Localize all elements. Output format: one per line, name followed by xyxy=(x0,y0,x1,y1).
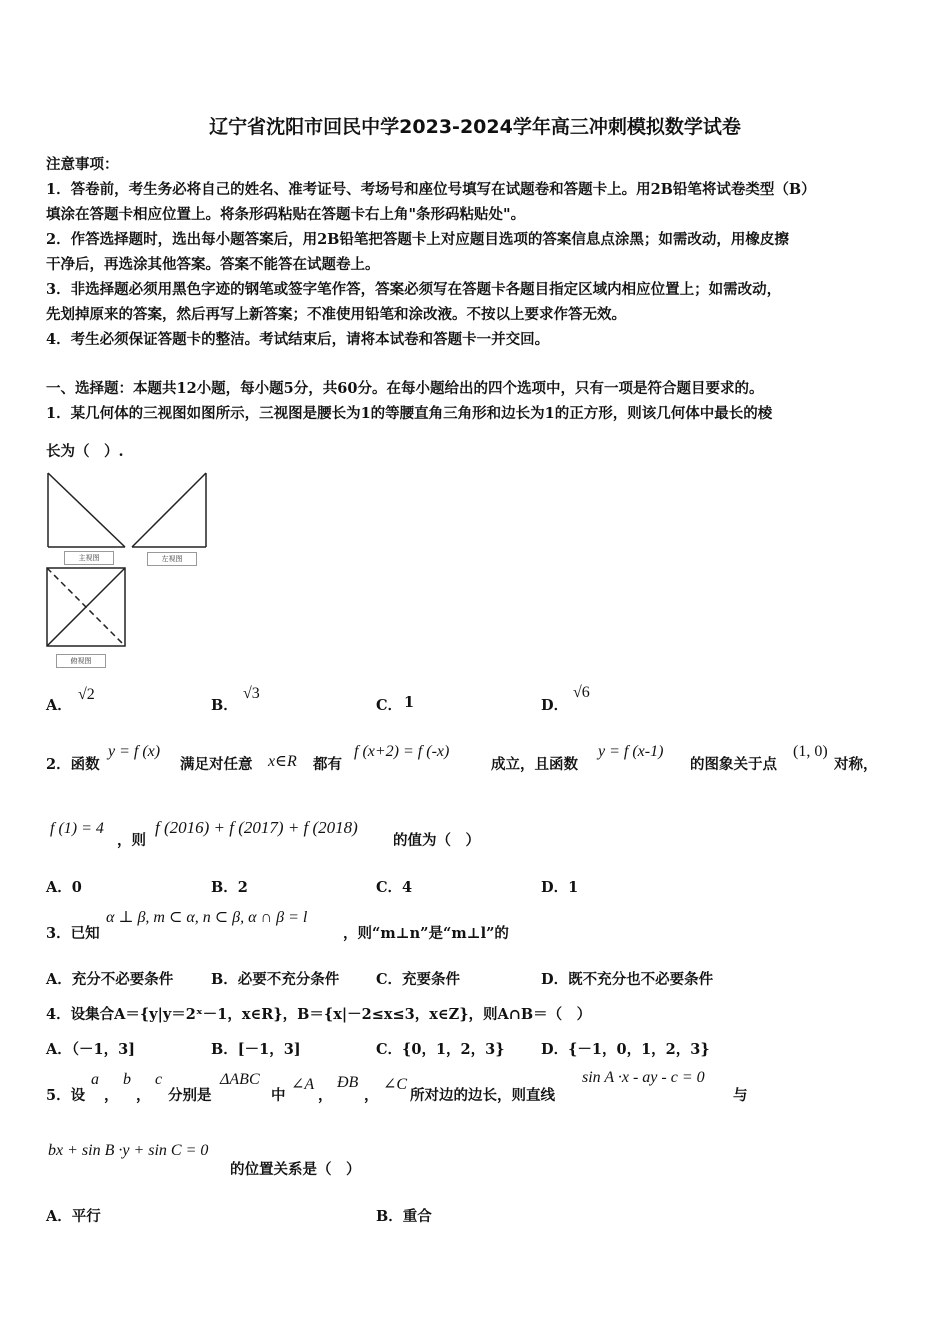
q2-text: 成立，且函数 xyxy=(491,756,578,773)
q5-math: ΔABC xyxy=(220,1071,260,1088)
side-view-triangle xyxy=(132,473,206,547)
q3-option-b[interactable]: B．必要不充分条件 xyxy=(211,971,340,988)
page-title: 辽宁省沈阳市回民中学2023-2024学年高三冲刺模拟数学试卷 xyxy=(209,116,741,138)
notice-line: 干净后，再选涂其他答案。答案不能答在试题卷上。 xyxy=(46,256,380,273)
notice-line: 先划掉原来的答案，然后再写上新答案；不准使用铅笔和涂改液。不按以上要求作答无效。 xyxy=(46,306,626,323)
q1-option-a[interactable]: √2 xyxy=(78,686,95,703)
q5-option-b[interactable]: B．重合 xyxy=(376,1208,432,1225)
q1-option-b[interactable]: √3 xyxy=(243,685,260,702)
q1-stem: 1．某几何体的三视图如图所示，三视图是腰长为1的等腰直角三角形和边长为1的正方形，则该几何体中最长的棱 xyxy=(46,405,773,422)
q2-text: 的图象关于点 xyxy=(690,756,777,773)
q2-math: x∈R xyxy=(268,753,297,770)
q5-text: ， xyxy=(136,1087,151,1104)
q5-text: 中 xyxy=(271,1087,286,1104)
q1-option-a-label: A． xyxy=(46,697,72,714)
q3-text: 3．已知 xyxy=(46,925,100,942)
q2-text: 都有 xyxy=(313,756,342,773)
q2-math: y = f (x) xyxy=(108,743,161,760)
q3-option-d[interactable]: D．既不充分也不必要条件 xyxy=(541,971,714,988)
q1-option-c[interactable]: 1 xyxy=(404,694,415,711)
q2-math: (1, 0) xyxy=(793,743,828,760)
q1-option-c-label: C． xyxy=(376,697,403,714)
notice-heading: 注意事项： xyxy=(46,156,119,173)
q1-option-d[interactable]: √6 xyxy=(573,684,590,701)
q5-math: c xyxy=(155,1071,163,1088)
q2-math: y = f (x-1) xyxy=(598,743,664,760)
q5-text: 与 xyxy=(733,1087,748,1104)
notice-line: 1．答卷前，考生务必将自己的姓名、准考证号、考场号和座位号填写在试题卷和答题卡上。用2B铅笔将试卷类型（B） xyxy=(46,181,816,198)
q5-text: 分别是 xyxy=(168,1087,212,1104)
q4-option-c[interactable]: C．{0，1，2，3} xyxy=(376,1041,505,1058)
q5-text: 5．设 xyxy=(46,1087,86,1104)
q5-math: sin A ·x - ay - c = 0 xyxy=(582,1069,705,1086)
q5-math: ÐB xyxy=(337,1074,359,1091)
q5-text: ， xyxy=(318,1087,333,1104)
q2-math: f (2016) + f (2017) + f (2018) xyxy=(155,818,358,837)
q2-option-a[interactable]: A．0 xyxy=(46,879,82,896)
front-view-label: 主视图 xyxy=(64,551,114,565)
q4-stem: 4．设集合A＝{y|y＝2ˣ－1，x∈R}，B＝{x|－2≤x≤3，x∈Z}，则A∩B＝（ ） xyxy=(46,1006,592,1023)
notice-line: 4．考生必须保证答题卡的整洁。考试结束后，请将本试卷和答题卡一并交回。 xyxy=(46,331,550,348)
q2-option-b[interactable]: B．2 xyxy=(211,879,248,896)
top-view-square xyxy=(47,568,125,646)
q5-math: ∠A xyxy=(291,1076,315,1093)
q2-option-d[interactable]: D．1 xyxy=(541,879,579,896)
q2-text: 对称， xyxy=(834,756,878,773)
section-heading: 一、选择题：本题共12小题，每小题5分，共60分。在每小题给出的四个选项中，只有一项是符合题目要求的。 xyxy=(46,380,764,397)
q4-option-a[interactable]: A．（－1，3] xyxy=(46,1041,136,1058)
q5-math: b xyxy=(123,1071,131,1088)
q2-text: 的值为（ ） xyxy=(393,832,480,849)
q2-text: ，则 xyxy=(117,832,146,849)
notice-line: 2．作答选择题时，选出每小题答案后，用2B铅笔把答题卡上对应题目选项的答案信息点涂黑；如需改动，用橡皮擦 xyxy=(46,231,789,248)
q3-option-a[interactable]: A．充分不必要条件 xyxy=(46,971,174,988)
three-view-figure xyxy=(40,465,220,675)
q3-text: ，则“m⊥n”是“m⊥l”的 xyxy=(343,925,509,942)
q3-option-c[interactable]: C．充要条件 xyxy=(376,971,461,988)
q5-math: a xyxy=(91,1071,99,1088)
q5-math: bx + sin B ·y + sin C = 0 xyxy=(48,1142,209,1159)
front-view-triangle xyxy=(48,473,125,547)
top-view-label: 俯视图 xyxy=(56,654,106,668)
q5-math: ∠C xyxy=(383,1076,408,1093)
q4-option-b[interactable]: B．[－1，3] xyxy=(211,1041,301,1058)
q1-stem-cont: 长为（ ）. xyxy=(46,443,124,460)
side-view-label: 左视图 xyxy=(147,552,197,566)
q5-option-a[interactable]: A．平行 xyxy=(46,1208,101,1225)
q4-option-d[interactable]: D．{－1，0，1，2，3} xyxy=(541,1041,710,1058)
q3-math: α ⊥ β, m ⊂ α, n ⊂ β, α ∩ β = l xyxy=(106,909,308,926)
notice-line: 3．非选择题必须用黑色字迹的钢笔或签字笔作答，答案必须写在答题卡各题目指定区域内相应位置上；如需改动， xyxy=(46,281,782,298)
q5-text: 所对边的边长，则直线 xyxy=(410,1087,555,1104)
q1-option-b-label: B． xyxy=(211,697,238,714)
q2-text: 满足对任意 xyxy=(180,756,253,773)
q5-text: ， xyxy=(364,1087,379,1104)
q5-text: 的位置关系是（ ） xyxy=(230,1161,361,1178)
q2-math: f (x+2) = f (-x) xyxy=(354,743,450,760)
q2-option-c[interactable]: C．4 xyxy=(376,879,413,896)
q5-text: ， xyxy=(104,1087,119,1104)
q2-text: 2．函数 xyxy=(46,756,100,773)
q1-option-d-label: D． xyxy=(541,697,569,714)
q2-math: f (1) = 4 xyxy=(50,820,104,837)
notice-line: 填涂在答题卡相应位置上。将条形码粘贴在答题卡右上角"条形码粘贴处"。 xyxy=(46,206,526,223)
